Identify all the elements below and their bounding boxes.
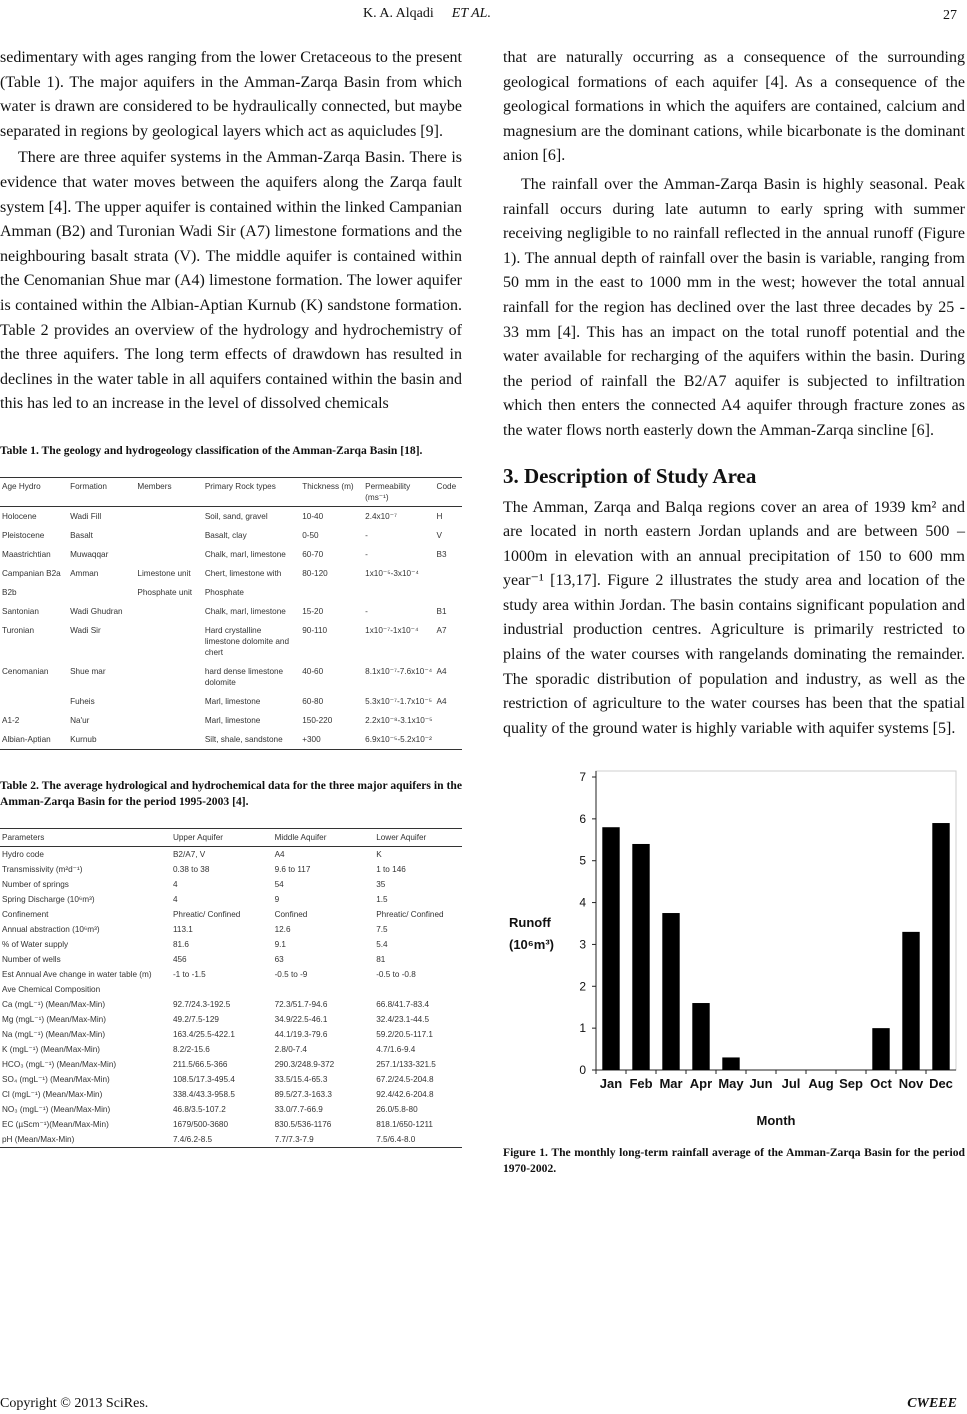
table1-cell: A1-2 [2, 715, 20, 725]
table2-cell: 257.1/133-321.5 [376, 1059, 436, 1069]
table2-header-cell: Middle Aquifer [273, 828, 375, 846]
table1-header-cell: Permeability (ms⁻¹) [363, 477, 434, 506]
table2-cell: 33.0/7.7-66.9 [274, 1104, 323, 1114]
table2-cell: 338.4/43.3-958.5 [172, 1089, 235, 1099]
table1-cell: Chert, limestone with [204, 568, 282, 578]
table1-cell: Chalk, marl, limestone [204, 606, 286, 616]
table1-cell [135, 621, 202, 662]
table1-cell: Santonian [2, 606, 39, 616]
table1-cell: Phosphate unit [137, 587, 193, 597]
table2-cell: EC (µScm⁻¹)(Mean/Max-Min) [2, 1119, 109, 1129]
table1-cell [135, 662, 202, 692]
table1-cell [0, 692, 68, 711]
y-tick-label: 4 [579, 896, 586, 911]
y-tick-label: 1 [579, 1021, 586, 1036]
table2-cell: 0.38 to 38 [172, 864, 210, 874]
table1-cell: Marl, limestone [204, 696, 261, 706]
table2-cell: 290.3/248.9-372 [274, 1059, 335, 1069]
table2-cell: 81 [376, 954, 386, 964]
authors-text: K. A. Alqadi [363, 6, 434, 21]
table2-cell [171, 982, 273, 997]
x-axis-label: Month [756, 1113, 796, 1129]
table-row [0, 583, 462, 602]
table2-cell: % of Water supply [2, 939, 69, 949]
table1-cell: +300 [300, 730, 363, 750]
table2-cell: SO₄ (mgL⁻¹) (Mean/Max-Min) [2, 1074, 110, 1084]
table2-caption: Table 2. The average hydrological and hydrochemical data for the three major aquifers in the Amman-Zarqa Basin for the period 1995-2003 [4]. [0, 778, 462, 808]
table-row [0, 937, 462, 952]
table2-cell: 92.4/42.6-204.8 [376, 1089, 434, 1099]
table1-cell [135, 602, 202, 621]
y-tick-label: 0 [579, 1063, 586, 1078]
table2-cell: 2.8/0-7.4 [274, 1044, 307, 1054]
table1-cell: Wadi Ghudran [70, 606, 123, 616]
table-row [0, 711, 462, 730]
table2-cell: 46.8/3.5-107.2 [172, 1104, 226, 1114]
table1-cell [435, 583, 462, 602]
table1-header-cell: Thickness (m) [300, 477, 363, 506]
table1-cell: Na'ur [70, 715, 90, 725]
table2-cell: K (mgL⁻¹) (Mean/Max-Min) [2, 1044, 101, 1054]
table1-cell: B3 [436, 549, 447, 559]
x-tick-label: Jun [749, 1076, 773, 1092]
table-row [0, 1087, 462, 1102]
table1-cell: A7 [436, 625, 447, 635]
y-tick-label: 6 [579, 812, 586, 827]
table1-cell: A4 [436, 696, 447, 706]
table1-cell: Turonian [2, 625, 35, 635]
table2-cell: 12.6 [274, 924, 291, 934]
table1-cell: Campanian B2a [2, 568, 61, 578]
table2-cell: 32.4/23.1-44.5 [376, 1014, 430, 1024]
table1-cell: 15-20 [302, 606, 324, 616]
table1-cell: B1 [436, 606, 447, 616]
table2-cell: Ca (mgL⁻¹) (Mean/Max-Min) [2, 999, 106, 1009]
table2-cell: NO₃ (mgL⁻¹) (Mean/Max-Min) [2, 1104, 111, 1114]
table2-cell: K [376, 849, 382, 859]
bar-jan [602, 828, 619, 1071]
table2-cell: Cl (mgL⁻¹) (Mean/Max-Min) [2, 1089, 103, 1099]
table2-cell: Number of springs [2, 879, 69, 889]
section-title: 3. Description of Study Area [503, 463, 757, 488]
table2-cell: 163.4/25.5-422.1 [172, 1029, 235, 1039]
table1-cell: Holocene [2, 511, 37, 521]
table2-cell: pH (Mean/Max-Min) [0, 1132, 171, 1148]
table1-cell [135, 526, 202, 545]
table1-cell [435, 730, 462, 750]
table-row [0, 967, 462, 982]
table1-cell: Cenomanian [2, 666, 49, 676]
table1-cell: 1x10⁻⁵-3x10⁻⁴ [365, 568, 419, 578]
right-paragraph-3: The Amman, Zarqa and Balqa regions cover an area of 1939 km² and are located in north eastern Jordan uplands and are between 500 – 1000m in elevation with an annual precipitation of 150 to 600 mm year⁻¹ [13,17]. Figure 2 illustrates the study area and location of the study area within Jordan. The basin contains significant population and industrial production centres. Agriculture is primarily restricted to plains of the water courses with rangelands dominating the remainder. The sporadic distribution of population and industry, as well as the restriction of agriculture to the water courses has been that the spatial quality of the ground water is highly variable with aquifer systems [5]. [503, 498, 965, 737]
table2-cell: 81.6 [172, 939, 189, 949]
table2 [0, 828, 462, 1148]
bar-nov [902, 932, 919, 1070]
table2-cell: -1 to -1.5 [172, 969, 206, 979]
table-row [0, 862, 462, 877]
x-tick-label: Apr [689, 1076, 713, 1092]
table1-cell [435, 564, 462, 583]
table1-cell [435, 711, 462, 730]
table1-cell: 8.1x10⁻⁷-7.6x10⁻⁴ [365, 666, 433, 676]
y-axis-label-unit: (10⁶m³) [509, 937, 554, 953]
table2-cell: 818.1/650-1211 [376, 1119, 433, 1129]
table2-cell: Phreatic/ Confined [172, 909, 241, 919]
table2-cell: 4 [172, 879, 178, 889]
x-tick-label: Dec [929, 1076, 953, 1092]
table-row [0, 1102, 462, 1117]
table1-cell: Wadi Fill [70, 511, 102, 521]
table1-cell: 0-50 [302, 530, 319, 540]
table1-cell: Basalt, clay [204, 530, 247, 540]
table1-cell: Maastrichtian [2, 549, 51, 559]
table2-cell: 8.2/2-15.6 [172, 1044, 210, 1054]
table2-cell: Hydro code [2, 849, 44, 859]
table2-cell [374, 982, 462, 997]
table2-cell: 7.5/6.4-8.0 [374, 1132, 462, 1148]
table-row [0, 1057, 462, 1072]
x-tick-label: Oct [870, 1076, 892, 1092]
table2-cell: 830.5/536-1176 [274, 1119, 332, 1129]
x-tick-label: Sep [839, 1076, 863, 1092]
table1-cell: - [365, 549, 368, 559]
copyright-text: Copyright © 2013 SciRes. [0, 1396, 149, 1411]
table2-cell [273, 982, 375, 997]
table2-cell: A4 [274, 849, 285, 859]
table1-cell: Muwaqqar [70, 549, 109, 559]
table2-header-cell: Parameters [0, 828, 171, 846]
table1-cell: Fuheis [70, 696, 95, 706]
table1-cell: 2.2x10⁻⁸-3.1x10⁻⁵ [365, 715, 433, 725]
table-row [0, 602, 462, 621]
table2-cell: 54 [274, 879, 284, 889]
table2-cell: 1679/500-3680 [172, 1119, 229, 1129]
table-row [0, 1117, 462, 1132]
table2-cell: Phreatic/ Confined [376, 909, 444, 919]
table2-cell: 7.5 [376, 924, 388, 934]
table1-cell: Hard crystalline limestone dolomite and chert [204, 625, 290, 657]
bar-oct [872, 1029, 889, 1071]
table1-cell: 40-60 [302, 666, 324, 676]
table2-cell: Ave Chemical Composition [2, 984, 101, 994]
table1-cell [300, 583, 363, 602]
plot-area-border [596, 771, 956, 1070]
table1-cell [135, 711, 202, 730]
table-row [0, 506, 462, 526]
x-tick-label: Jul [781, 1076, 801, 1092]
table2-header-cell: Lower Aquifer [374, 828, 462, 846]
table1-cell [135, 545, 202, 564]
table1-cell: A4 [436, 666, 447, 676]
table1-cell: Pleistocene [2, 530, 45, 540]
table2-cell: Annual abstraction (10⁶m³) [2, 924, 100, 934]
table1-cell [135, 692, 202, 711]
bar-may [722, 1058, 739, 1071]
bar-dec [932, 823, 949, 1070]
table2-cell: 72.3/51.7-94.6 [274, 999, 328, 1009]
table-row [0, 922, 462, 937]
table-row [0, 1132, 462, 1148]
et-al-text: ET AL. [451, 6, 491, 21]
table1-cell: V [436, 530, 443, 540]
table-row [0, 526, 462, 545]
table1-cell: hard dense limestone dolomite [204, 666, 284, 687]
table1-cell: H [436, 511, 443, 521]
table2-cell: 49.2/7.5-129 [172, 1014, 219, 1024]
table-row [0, 1072, 462, 1087]
table2-cell: 1 to 146 [376, 864, 406, 874]
table-row [0, 1012, 462, 1027]
table2-cell: 26.0/5.8-80 [376, 1104, 418, 1114]
table1-cell [135, 730, 202, 750]
table2-cell: 108.5/17.3-495.4 [172, 1074, 235, 1084]
table1-cell: Chalk, marl, limestone [204, 549, 286, 559]
table1 [0, 477, 462, 750]
table2-cell: 9.1 [274, 939, 286, 949]
table2-cell: 456 [172, 954, 187, 964]
table1-caption: Table 1. The geology and hydrogeology classification of the Amman-Zarqa Basin [18]. [0, 443, 423, 457]
table2-cell: 63 [274, 954, 284, 964]
runoff-bar-chart [503, 759, 965, 1131]
table2-cell: -0.5 to -0.8 [376, 969, 416, 979]
page-header [0, 6, 967, 28]
x-tick-label: Jan [599, 1076, 623, 1092]
y-tick-label: 3 [579, 937, 586, 952]
table1-cell: - [365, 530, 368, 540]
table2-cell: Spring Discharge (10⁶m³) [2, 894, 95, 904]
table1-cell: 150-220 [302, 715, 333, 725]
right-paragraph-2: The rainfall over the Amman-Zarqa Basin is highly seasonal. Peak rainfall occurs during late autumn to early spring with summer receiving negligible to no rainfall reflected in the annual runoff (Figure 1). The annual depth of rainfall over the basin is variable, ranging from 50 mm in the east to 1000 mm in the west; however the total annual rainfall for the region has declined over the last three decades by 25 - 33 mm [4]. This has an impact on the total runoff potential and the water available for recharging of the aquifers within the basin. During the period of rainfall the B2/A7 aquifer is subjected to infiltration which then enters the connected A4 aquifer through fracture zones as the water flows north easterly down the Amman-Zarqa sincline [6]. [503, 175, 965, 439]
x-tick-label: Feb [629, 1076, 653, 1092]
table2-cell: Na (mgL⁻¹) (Mean/Max-Min) [2, 1029, 106, 1039]
table1-cell: Soil, sand, gravel [204, 511, 268, 521]
table-row [0, 692, 462, 711]
table1-cell: 2.4x10⁻⁷ [365, 511, 398, 521]
table2-header-cell: Upper Aquifer [171, 828, 273, 846]
table2-cell: Confinement [2, 909, 49, 919]
table1-header-cell: Age Hydro [0, 477, 68, 506]
table2-cell: 33.5/15.4-65.3 [274, 1074, 328, 1084]
table1-cell: Marl, limestone [204, 715, 261, 725]
table1-cell: 60-80 [302, 696, 324, 706]
bar-mar [662, 913, 679, 1070]
table1-cell: Amman [70, 568, 99, 578]
bar-feb [632, 844, 649, 1070]
table1-cell: Basalt [70, 530, 93, 540]
page-number: 27 [943, 8, 957, 23]
table2-cell: Mg (mgL⁻¹) (Mean/Max-Min) [2, 1014, 106, 1024]
table2-cell: 44.1/19.3-79.6 [274, 1029, 328, 1039]
x-tick-label: Mar [659, 1076, 683, 1092]
table1-cell [68, 583, 135, 602]
table1-cell: Silt, shale, sandstone [203, 730, 300, 750]
table-row [0, 952, 462, 967]
table1-cell: 5.3x10⁻⁷-1.7x10⁻⁵ [365, 696, 433, 706]
x-tick-label: Nov [898, 1076, 924, 1092]
table2-header-row [0, 828, 462, 846]
table2-cell: B2/A7, V [172, 849, 206, 859]
table2-cell: 4.7/1.6-9.4 [376, 1044, 416, 1054]
table1-cell: Limestone unit [137, 568, 191, 578]
table1-cell: 60-70 [302, 549, 324, 559]
figure1-caption: Figure 1. The monthly long-term rainfall average of the Amman-Zarqa Basin for the period 1970-2002. [503, 1146, 965, 1176]
table-row [0, 1027, 462, 1042]
table1-cell: Kurnub [68, 730, 135, 750]
table2-cell: 35 [376, 879, 386, 889]
journal-name: CWEEE [907, 1396, 957, 1411]
table2-cell: 59.2/20.5-117.1 [376, 1029, 433, 1039]
table2-cell: Number of wells [2, 954, 61, 964]
table-row [0, 564, 462, 583]
table1-header-cell: Code [435, 477, 462, 506]
table2-cell: 89.5/27.3-163.3 [274, 1089, 332, 1099]
x-tick-label: Aug [808, 1076, 834, 1092]
table-row [0, 892, 462, 907]
table2-cell: 211.5/66.5-366 [172, 1059, 228, 1069]
table1-header-cell: Primary Rock types [203, 477, 300, 506]
y-axis-label: Runoff [509, 915, 551, 931]
table-row [0, 877, 462, 892]
left-column [0, 46, 462, 1148]
table1-cell: 6.9x10⁻⁵-5.2x10⁻² [363, 730, 434, 750]
table1-cell: 90-110 [302, 625, 328, 635]
right-column [503, 46, 965, 1177]
table-row [0, 997, 462, 1012]
table2-cell: 34.9/22.5-46.1 [274, 1014, 328, 1024]
table-row [0, 982, 462, 997]
table1-cell: Shue mar [70, 666, 106, 676]
table-row [0, 662, 462, 692]
table1-cell: Wadi Sir [70, 625, 101, 635]
left-paragraph-2: There are three aquifer systems in the Amman-Zarqa Basin. There is evidence that water moves between the aquifers along the Zarqa fault system [4]. The upper aquifer is contained within the linked Campanian Amman (B2) and Turonian Wadi Sir (A7) limestone formations and the neighbouring basalt strata (V). The middle aquifer is contained within the Cenomanian Shue mar (A4) limestone formation. The lower aquifer is contained within the Albian-Aptian Kurnub (K) sandstone formation. Table 2 provides an overview of the hydrology and hydrochemistry of the three aquifers. The long term effects of drawdown has resulted in declines in the water table in all aquifers contained within the basin and this has led to an increase in the level of dissolved chemicals [0, 149, 462, 413]
table2-cell: Est Annual Ave change in water table (m) [2, 969, 152, 979]
table2-cell: Transmissivity (m²d⁻¹) [2, 864, 83, 874]
y-tick-label: 7 [579, 770, 586, 785]
table-row [0, 846, 462, 862]
y-tick-label: 5 [579, 854, 586, 869]
table2-cell: 66.8/41.7-83.4 [376, 999, 430, 1009]
table2-cell: 92.7/24.3-192.5 [172, 999, 231, 1009]
table-row [0, 907, 462, 922]
table2-cell: 9 [274, 894, 280, 904]
table2-cell: 4 [172, 894, 178, 904]
table1-header-cell: Members [135, 477, 202, 506]
table2-cell: 1.5 [376, 894, 388, 904]
table2-cell: Confined [274, 909, 308, 919]
table1-header-cell: Formation [68, 477, 135, 506]
table2-cell: 9.6 to 117 [274, 864, 311, 874]
table-row [0, 621, 462, 662]
bar-apr [692, 1003, 709, 1070]
table2-cell: HCO₃ (mgL⁻¹) (Mean/Max-Min) [2, 1059, 117, 1069]
table-row [0, 730, 462, 750]
table1-cell: 80-120 [302, 568, 328, 578]
running-head-authors [363, 6, 491, 22]
table1-cell: Phosphate [204, 587, 244, 597]
left-paragraph-1: sedimentary with ages ranging from the lower Cretaceous to the present (Table 1). The major aquifers in the Amman-Zarqa Basin from which water is drawn are considered to be hydraulically connected, but maybe separated in regions by geological layers which act as aquicludes [9]. [0, 49, 462, 140]
table-row [0, 1042, 462, 1057]
figure1 [503, 759, 965, 1131]
table1-cell: 1x10⁻⁷-1x10⁻⁴ [365, 625, 419, 635]
table1-cell [135, 506, 202, 526]
table1-cell: B2b [2, 587, 17, 597]
table2-cell: 7.7/7.3-7.9 [273, 1132, 375, 1148]
table2-cell: 7.4/6.2-8.5 [171, 1132, 273, 1148]
table1-cell [363, 583, 434, 602]
table1-cell: Albian-Aptian [0, 730, 68, 750]
table1-cell: - [365, 606, 368, 616]
x-tick-label: May [718, 1076, 744, 1092]
right-paragraph-1: that are naturally occurring as a consequence of the surrounding geological formations of each aquifer [4]. As a consequence of the geological formations in which the aquifers are contained, calcium and magnesium are the dominant cations, while bicarbonate is the dominant anion [6]. [503, 49, 965, 165]
table1-header-row [0, 477, 462, 506]
table2-cell: -0.5 to -9 [274, 969, 308, 979]
table2-cell: 113.1 [172, 924, 193, 934]
table2-cell: 67.2/24.5-204.8 [376, 1074, 434, 1084]
table-row [0, 545, 462, 564]
table2-cell: 5.4 [376, 939, 388, 949]
y-tick-label: 2 [579, 979, 586, 994]
table1-cell: 10-40 [302, 511, 324, 521]
